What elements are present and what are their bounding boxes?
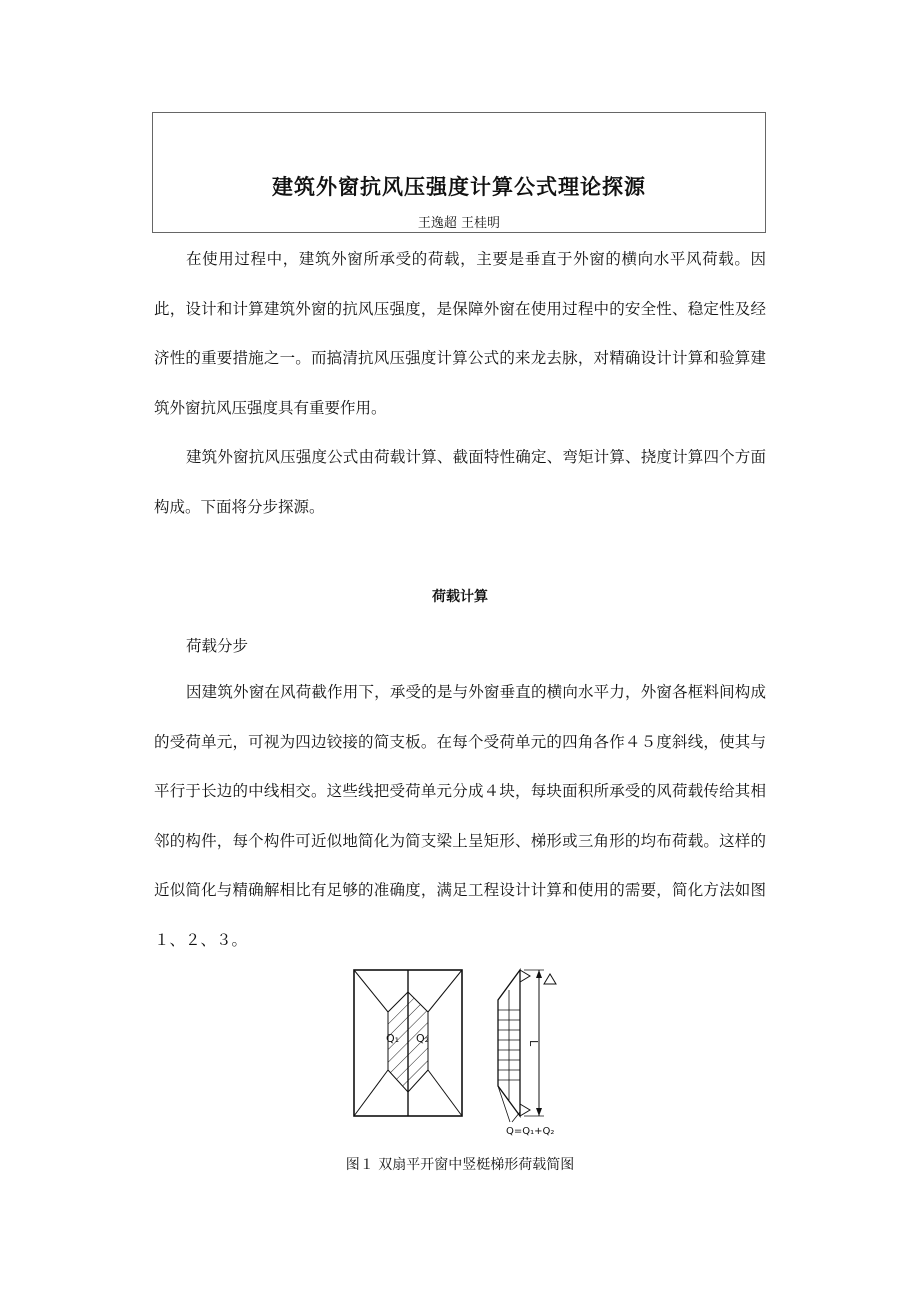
section-heading: 荷载计算 (432, 589, 488, 605)
label-q2: Q₂ (416, 1032, 430, 1045)
total-load-formula: Q=Q₁+Q₂ (506, 1126, 555, 1137)
intro-paragraph: 在使用过程中，建筑外窗所承受的荷载，主要是垂直于外窗的横向水平风荷载。因此，设计和计算建筑外窗的抗风压强度，是保障外窗在使用过程中的安全性、稳定性及经济性的重要措施之一。而搞清抗风压强度计算公式的来龙去脉，对精确设计计算和验算建筑外窗抗风压强度具有重要作用。 (154, 250, 766, 417)
figure-caption: 图１ 双扇平开窗中竖梃梯形荷载简图 (345, 1157, 575, 1173)
label-span-l: L (527, 1040, 540, 1047)
title-box (152, 112, 766, 233)
trapezoid-load-drawing (498, 970, 556, 1137)
overview-paragraph: 建筑外窗抗风压强度公式由荷载计算、截面特性确定、弯矩计算、挠度计算四个方面构成。下面将分步探源。 (154, 448, 766, 516)
section-body-paragraph: 因建筑外窗在风荷截作用下，承受的是与外窗垂直的横向水平力，外窗各框料间构成的受荷单元，可视为四边铰接的简支板。在每个受荷单元的四角各作４５度斜线，使其与平行于长边的中线相交。这些线把受荷单元分成４块，每块面积所承受的风荷载传给其相邻的构件，每个构件可近似地简化为简支梁上呈矩形、梯形或三角形的均布荷载。这样的近似简化与精确解相比有足够的准确度，满足工程设计计算和使用的需要，简化方法如图１、２、３。 (154, 683, 766, 949)
document-title: 建筑外窗抗风压强度计算公式理论探源 (272, 175, 646, 199)
authors: 王逸超 王桂明 (417, 216, 501, 231)
label-q1: Q₁ (386, 1032, 400, 1045)
window-panel-drawing (354, 970, 462, 1116)
load-diagram-figure (348, 962, 588, 1142)
subsection-heading: 荷载分步 (186, 637, 249, 655)
